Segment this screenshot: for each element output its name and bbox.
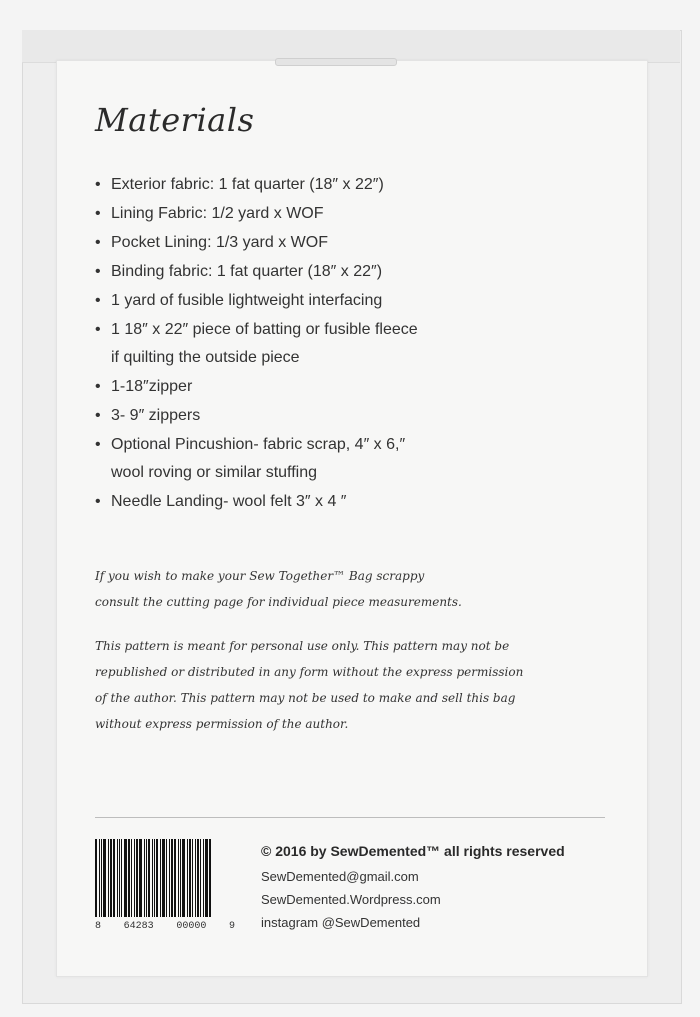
barcode-bar <box>169 839 170 917</box>
material-text: Optional Pincushion- fabric scrap, 4″ x 6,″ <box>111 436 406 453</box>
material-text: 1 yard of fusible lightweight interfacing <box>111 292 383 309</box>
material-item <box>95 262 615 282</box>
bullet-icon: • <box>95 321 101 338</box>
barcode-bar <box>174 839 176 917</box>
material-text: Exterior fabric: 1 fat quarter (18″ x 22″) <box>111 176 384 193</box>
barcode-bar <box>195 839 196 917</box>
barcode-bar <box>182 839 185 917</box>
materials-list <box>95 175 615 521</box>
scrappy-note <box>95 563 615 615</box>
pattern-back-card <box>56 60 648 977</box>
divider <box>95 817 605 818</box>
material-text: Binding fabric: 1 fat quarter (18″ x 22″) <box>111 263 383 280</box>
material-item <box>95 291 615 311</box>
barcode-bar <box>99 839 100 917</box>
scrappy-note-line: If you wish to make your Sew Together™ Bag scrappy <box>95 569 425 583</box>
usage-note-line: republished or distributed in any form without the express permission <box>95 665 524 679</box>
material-text: Needle Landing- wool felt 3″ x 4 ″ <box>111 493 347 510</box>
email-text: SewDemented@gmail.com <box>261 869 419 884</box>
barcode-bar <box>139 839 142 917</box>
barcode-bar <box>160 839 161 917</box>
bullet-icon: • <box>95 234 101 251</box>
barcode-bar <box>117 839 118 917</box>
bullet-icon: • <box>95 378 101 395</box>
barcode-bar <box>134 839 135 917</box>
material-item <box>95 406 615 426</box>
barcode-bar <box>119 839 120 917</box>
material-item <box>95 175 615 195</box>
material-item <box>95 377 615 397</box>
contact-block <box>261 843 621 938</box>
barcode-digit-left: 8 <box>95 921 102 932</box>
barcode-bar <box>103 839 106 917</box>
material-item <box>95 492 615 512</box>
material-text: 1-18″zipper <box>111 378 193 395</box>
barcode-bar <box>154 839 155 917</box>
website-text: SewDemented.Wordpress.com <box>261 892 441 907</box>
barcode-bar <box>121 839 122 917</box>
barcode-bar <box>189 839 191 917</box>
material-text-continued: if quilting the outside piece <box>111 349 300 366</box>
barcode-bar <box>180 839 181 917</box>
barcode-group-1: 64283 <box>123 921 154 932</box>
bullet-icon: • <box>95 263 101 280</box>
material-item <box>95 435 615 483</box>
barcode-bar <box>95 839 97 917</box>
usage-note-line: without express permission of the author. <box>95 717 349 731</box>
bullet-icon: • <box>95 205 101 222</box>
barcode-bar <box>128 839 130 917</box>
material-text: 1 18″ x 22″ piece of batting or fusible fleece <box>111 321 418 338</box>
barcode-bar <box>113 839 115 917</box>
barcode-numbers <box>95 921 235 932</box>
bullet-icon: • <box>95 407 101 424</box>
material-text: 3- 9″ zippers <box>111 407 201 424</box>
usage-note <box>95 633 615 737</box>
barcode-bar <box>200 839 201 917</box>
barcode-bar <box>110 839 112 917</box>
barcode-digit-right: 9 <box>228 921 235 932</box>
materials-heading: Materials <box>95 101 255 139</box>
barcode-bar <box>148 839 150 917</box>
barcode-bar <box>203 839 204 917</box>
barcode-bar <box>131 839 132 917</box>
usage-note-line: of the author. This pattern may not be used to make and sell this bag <box>95 691 516 705</box>
barcode-bar <box>187 839 188 917</box>
scrappy-note-line: consult the cutting page for individual piece measurements. <box>95 595 462 609</box>
copyright-notice: © 2016 by SewDemented™ all rights reserved <box>261 843 565 859</box>
barcode-bar <box>108 839 109 917</box>
material-item <box>95 233 615 253</box>
barcode-bar <box>146 839 147 917</box>
barcode-bar <box>152 839 153 917</box>
barcode-group-2: 00000 <box>176 921 207 932</box>
material-text: Pocket Lining: 1/3 yard x WOF <box>111 234 328 251</box>
barcode-bar <box>178 839 179 917</box>
hang-slot <box>275 58 397 66</box>
bullet-icon: • <box>95 292 101 309</box>
barcode-bar <box>144 839 145 917</box>
bullet-icon: • <box>95 493 101 510</box>
material-item <box>95 204 615 224</box>
barcode-bar <box>101 839 102 917</box>
material-text-continued: wool roving or similar stuffing <box>111 464 318 481</box>
material-text: Lining Fabric: 1/2 yard x WOF <box>111 205 324 222</box>
barcode-bar <box>205 839 208 917</box>
instagram-text: instagram @SewDemented <box>261 915 421 930</box>
material-item <box>95 320 615 368</box>
barcode-bar <box>162 839 165 917</box>
barcode-bar <box>197 839 199 917</box>
barcode-bar <box>156 839 158 917</box>
barcode-bar <box>166 839 167 917</box>
barcode-bar <box>192 839 193 917</box>
barcode-bar <box>171 839 173 917</box>
barcode <box>95 839 235 939</box>
bullet-icon: • <box>95 436 101 453</box>
bullet-icon: • <box>95 176 101 193</box>
usage-note-line: This pattern is meant for personal use only. This pattern may not be <box>95 639 510 653</box>
barcode-bars <box>95 839 235 917</box>
barcode-bar <box>124 839 127 917</box>
barcode-bar <box>136 839 138 917</box>
barcode-bar <box>209 839 211 917</box>
